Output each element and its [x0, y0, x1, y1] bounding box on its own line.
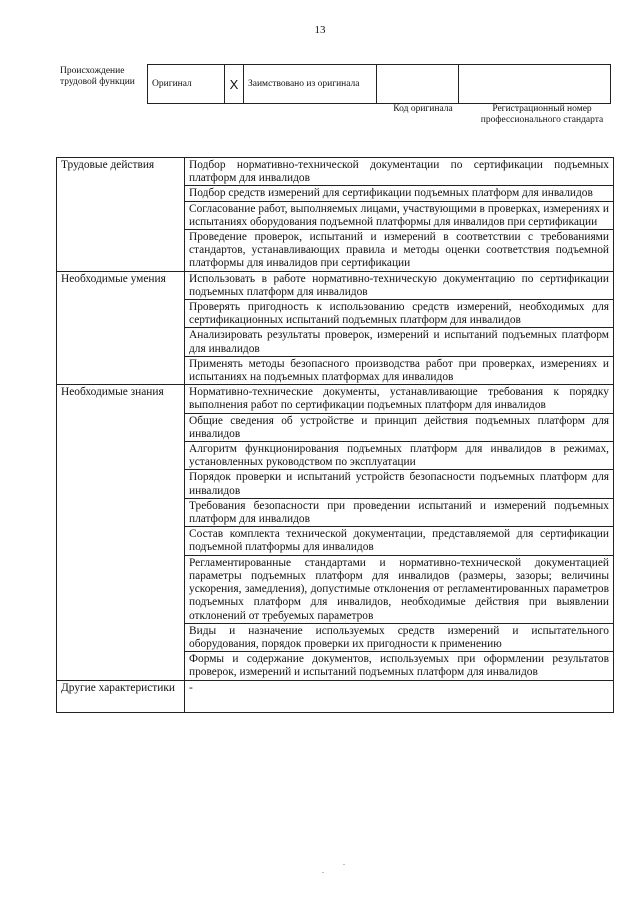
code-caption: Код оригинала	[393, 104, 453, 114]
section-item: Порядок проверки и испытаний устройств безопасности подъемных платформ для инвалидов	[185, 470, 614, 498]
section-label: Необходимые знания	[57, 385, 185, 680]
section-item: Регламентированные стандартами и нормативно-технической документацией параметры подъемных платформ для инвалидов (размеры, зазоры; величины ускорения, замедления), допустимые отклонения от регламентированных параметров подъемных платформ для инвалидов, необходимые действия при выявлении отклонений от требуемых параметров	[185, 555, 614, 623]
footer-mark: .	[322, 866, 324, 875]
table-row	[57, 271, 614, 299]
origin-label: Происхождение трудовой функции	[60, 66, 135, 87]
page-number: 13	[314, 24, 326, 36]
section-item: Подбор средств измерений для сертификации подъемных платформ для инвалидов	[185, 186, 614, 201]
section-item: Алгоритм функционирования подъемных платформ для инвалидов в режимах, установленных руководством по эксплуатации	[185, 442, 614, 470]
section-item: Нормативно-технические документы, устанавливающие требования к порядку выполнения работ по сертификации подъемных платформ для инвалидов	[185, 385, 614, 413]
section-label: Другие характеристики	[57, 680, 185, 712]
borrowed-cell: Заимствовано из оригинала	[244, 65, 377, 104]
section-item: -	[185, 680, 614, 712]
original-cell: Оригинал	[148, 65, 225, 104]
section-item: Виды и назначение используемых средств измерений и испытательного оборудования, порядок проверки их пригодности к применению	[185, 623, 614, 651]
table-row	[57, 680, 614, 712]
section-label: Необходимые умения	[57, 271, 185, 385]
section-item: Использовать в работе нормативно-техническую документацию по сертификации подъемных платформ для инвалидов	[185, 271, 614, 299]
registration-number-cell	[459, 65, 611, 104]
section-item: Формы и содержание документов, используемых при оформлении результатов проверок, измерений и испытаний подъемных платформ для инвалидов	[185, 652, 614, 680]
section-item: Требования безопасности при проведении испытаний и измерений подъемных платформ для инвалидов	[185, 498, 614, 526]
table-row	[57, 158, 614, 186]
original-code-cell	[377, 65, 459, 104]
functions-table	[56, 157, 614, 713]
section-item: Проверять пригодность к использованию средств измерений, необходимых для сертификационных испытаний подъемных платформ для инвалидов	[185, 300, 614, 328]
section-label: Трудовые действия	[57, 158, 185, 272]
section-item: Согласование работ, выполняемых лицами, участвующими в проверках, измерениях и испытаниях оборудования подъемной платформы для инвалидов при сертификации	[185, 201, 614, 229]
footer-mark: .	[343, 858, 345, 867]
section-item: Проведение проверок, испытаний и измерений в соответствии с требованиями стандартов, устанавливающих правила и методы оценки соответствия подъемной платформы для инвалидов при сертификации	[185, 230, 614, 272]
section-item: Анализировать результаты проверок, измерений и испытаний подъемных платформ для инвалидов	[185, 328, 614, 356]
origin-table	[147, 64, 611, 104]
original-mark: X	[225, 65, 244, 104]
section-item: Состав комплекта технической документации, представляемой для сертификации подъемной платформы для инвалидов	[185, 527, 614, 555]
section-item: Применять методы безопасного производства работ при проверках, измерениях и испытаниях на подъемных платформах для инвалидов	[185, 356, 614, 384]
registration-caption: Регистрационный номер профессионального стандарта	[480, 104, 604, 125]
section-item: Подбор нормативно-технической документации по сертификации подъемных платформ для инвалидов	[185, 158, 614, 186]
section-item: Общие сведения об устройстве и принцип действия подъемных платформ для инвалидов	[185, 413, 614, 441]
table-row	[57, 385, 614, 413]
